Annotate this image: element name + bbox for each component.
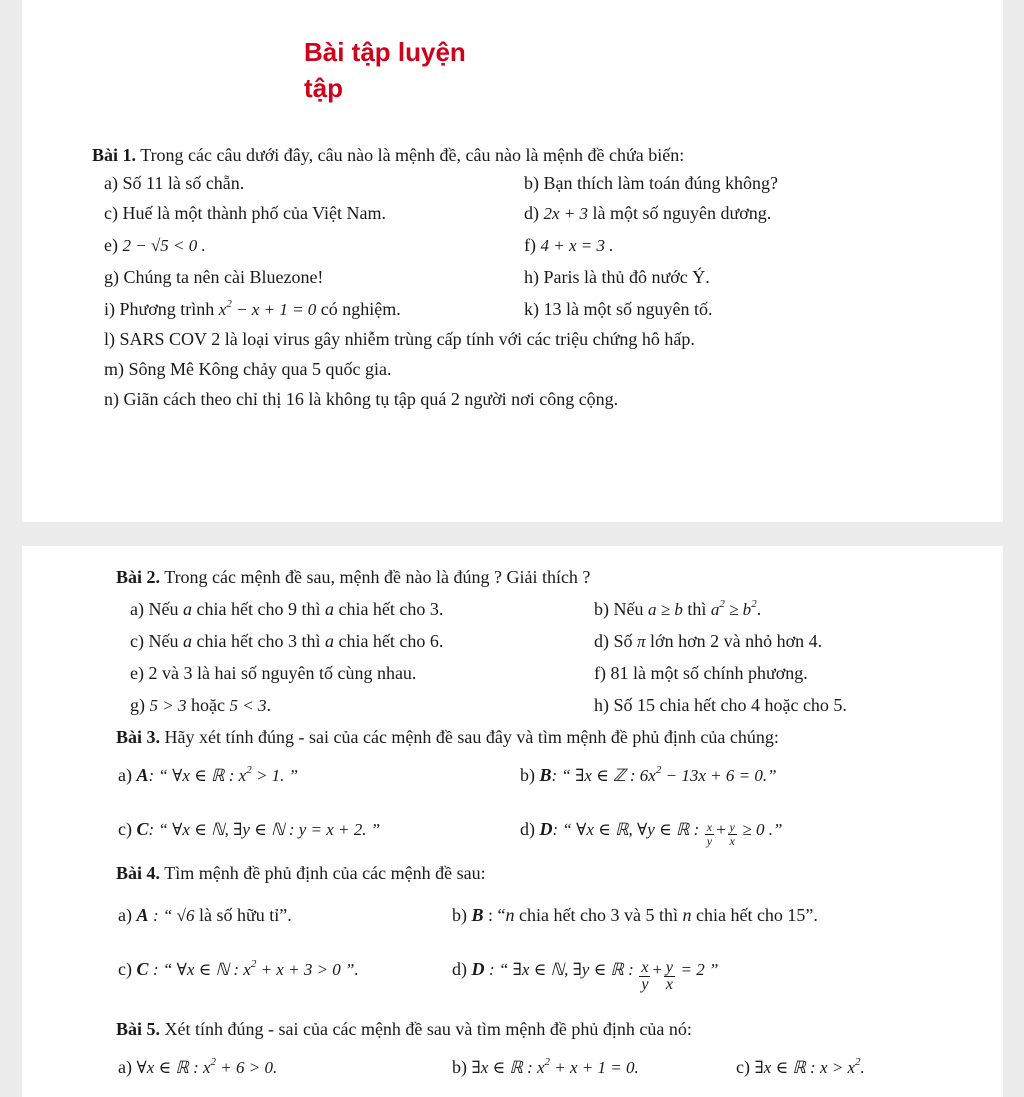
bai4-header	[116, 862, 486, 884]
bai5-a-math-post: + 6 > 0.	[216, 1058, 278, 1077]
bai1-item-b: b) Bạn thích làm toán đúng không?	[524, 173, 778, 193]
bai1-i-suffix: có nghiệm.	[320, 299, 401, 319]
bai4-b-name: B	[471, 905, 484, 925]
bai3-d-plus: +	[715, 820, 727, 839]
bai2-b-1: b) Nếu	[594, 599, 644, 619]
bai5-c-prefix: c)	[736, 1057, 750, 1077]
bai3-b-math	[552, 766, 777, 785]
bai2-d-pi: π	[637, 632, 646, 651]
bai5-header	[116, 1018, 692, 1040]
bai3-a-math-pre: : “ ∀x ∈ ℝ : x	[148, 766, 247, 785]
bai1-i-math-base: x	[218, 300, 227, 319]
page-card-1	[22, 0, 1003, 522]
bai2-b-math2-mid: ≥ b	[724, 600, 752, 619]
bai5-a-exp: 2	[210, 1056, 217, 1068]
bai2-a-3: chia hết cho 9 thì	[196, 599, 321, 619]
bai4-d-f2-den: x	[665, 976, 674, 993]
bai3-b-math-post: − 13x + 6 = 0.”	[661, 766, 777, 785]
bai3-b-name: B	[539, 765, 552, 785]
bai2-b-end: .	[756, 599, 762, 619]
bai3-a-exp: 2	[246, 764, 252, 776]
bai3-c-name: C	[136, 819, 149, 839]
bai3-a-name: A	[136, 765, 149, 785]
bai3-d-f1-num: x	[706, 820, 713, 834]
bai1-item-f	[524, 234, 614, 257]
bai3-b-exp: 2	[655, 764, 662, 776]
bai1-item-c: c) Huế là một thành phố của Việt Nam.	[104, 203, 387, 223]
bai2-item-h: h) Số 15 chia hết cho 4 hoặc cho 5.	[594, 695, 847, 715]
bai4-b-n1: n	[505, 905, 515, 925]
bai2-b-math1: a ≥ b	[647, 600, 683, 619]
bai3-d-f2-den: x	[729, 834, 735, 848]
bai3-d-fraction-1	[705, 821, 714, 848]
bai5-a-prefix: a)	[118, 1057, 132, 1077]
bai2-label: Bài 2.	[116, 567, 161, 587]
bai2-a-5: chia hết cho 3.	[338, 599, 444, 619]
bai2-item-d	[594, 630, 822, 653]
bai1-d-prefix: d)	[524, 203, 539, 223]
bai4-label: Bài 4.	[116, 863, 161, 883]
bai3-header	[116, 726, 779, 748]
bai1-i-math	[219, 300, 317, 319]
bai1-item-h: h) Paris là thủ đô nước Ý.	[524, 267, 710, 287]
bai3-c-prefix: c)	[118, 819, 132, 839]
bai3-c-math: : “ ∀x ∈ ℕ, ∃y ∈ ℕ : y = x + 2. ”	[148, 820, 381, 839]
bai2-item-a	[130, 598, 443, 620]
bai4-item-c	[118, 958, 359, 981]
bai1-item-i	[104, 298, 401, 321]
bai4-c-math-post: + x + 3 > 0 ”.	[256, 960, 359, 979]
bai2-a-1: a) Nếu	[130, 599, 179, 619]
bai3-b-prefix: b)	[520, 765, 535, 785]
bai4-a-math: : “ √6	[153, 906, 195, 925]
bai4-item-a	[118, 904, 292, 927]
bai1-i-prefix: i) Phương trình	[104, 299, 215, 319]
bai3-d-prefix: d)	[520, 819, 535, 839]
bai5-c-exp: 2	[855, 1056, 861, 1068]
bai1-f-prefix: f)	[524, 235, 536, 255]
bai4-c-math	[153, 960, 359, 979]
bai2-a-2: a	[182, 599, 192, 619]
bai1-item-g: g) Chúng ta nên cài Bluezone!	[104, 267, 324, 287]
bai5-b-prefix: b)	[452, 1057, 467, 1077]
bai1-item-l: l) SARS COV 2 là loại virus gây nhiễm trùng cấp tính với các triệu chứng hô hấp.	[104, 329, 695, 349]
bai4-d-prefix: d)	[452, 959, 467, 979]
bai4-b-mid: chia hết cho 3 và 5 thì	[519, 905, 678, 925]
bai2-d-1: d) Số	[594, 631, 633, 651]
bai4-d-math-pre: : “ ∃x ∈ ℕ, ∃y ∈ ℝ :	[489, 960, 634, 979]
bai1-item-k: k) 13 là một số nguyên tố.	[524, 299, 713, 319]
bai1-item-n: n) Giãn cách theo chỉ thị 16 là không tụ tập quá 2 người nơi công cộng.	[104, 389, 619, 409]
bai3-d-math-post: ≥ 0 .”	[742, 820, 783, 839]
bai1-label: Bài 1.	[92, 145, 137, 165]
bai1-d-suffix: là một số nguyên dương.	[592, 203, 772, 223]
bai2-g-1: g)	[130, 695, 145, 715]
bai3-d-f1-den: y	[706, 834, 713, 848]
bai5-c-math-pre: ∃x ∈ ℝ : x > x	[754, 1058, 856, 1077]
bai4-c-exp: 2	[250, 958, 257, 970]
bai2-d-2: lớn hơn 2 và nhỏ hơn 4.	[650, 631, 823, 651]
bai4-prompt: Tìm mệnh đề phủ định của các mệnh đề sau:	[164, 863, 486, 883]
bai5-a-math-pre: ∀x ∈ ℝ : x	[136, 1058, 211, 1077]
bai5-prompt: Xét tính đúng - sai của các mệnh đề sau và tìm mệnh đề phủ định của nó:	[164, 1019, 692, 1039]
bai5-a-math	[136, 1058, 277, 1077]
bai4-d-math-post: = 2 ”	[680, 960, 719, 979]
bai1-item-e	[104, 234, 206, 257]
bai4-a-prefix: a)	[118, 905, 132, 925]
bai4-item-d	[452, 958, 718, 993]
bai4-a-suffix: là số hữu tỉ”.	[198, 905, 292, 925]
page-title: Bài tập luyện tập	[304, 37, 466, 103]
bai1-prompt: Trong các câu dưới đây, câu nào là mệnh đề, câu nào là mệnh đề chứa biến:	[140, 145, 685, 165]
bai2-g-2: hoặc	[190, 695, 225, 715]
bai4-d-fraction-2	[664, 960, 675, 993]
bai3-d-math-pre: : “ ∀x ∈ ℝ, ∀y ∈ ℝ :	[552, 820, 700, 839]
bai5-b-exp: 2	[544, 1056, 551, 1068]
bai5-item-a	[118, 1056, 277, 1079]
bai5-c-math	[754, 1058, 864, 1077]
bai4-d-fraction-1	[639, 960, 650, 993]
bai5-b-math-post: + x + 1 = 0.	[550, 1058, 639, 1077]
bai5-item-b	[452, 1056, 639, 1079]
bai1-item-d	[524, 202, 771, 225]
bai4-b-n2: n	[682, 905, 692, 925]
bai4-c-math-pre: : “ ∀x ∈ ℕ : x	[153, 960, 251, 979]
bai2-c-3: chia hết cho 3 thì	[196, 631, 321, 651]
bai3-item-a	[118, 764, 298, 787]
bai2-item-b	[594, 598, 761, 621]
bai2-g-math1: 5 > 3	[149, 696, 187, 715]
bai3-a-math-post: > 1. ”	[251, 766, 299, 785]
bai4-d-f1-num: x	[641, 959, 649, 976]
bai3-d-fraction-2	[728, 821, 737, 848]
bai2-b-exp-1: 2	[719, 598, 725, 610]
bai4-item-b	[452, 904, 818, 926]
bai2-c-2: a	[182, 631, 192, 651]
bai2-item-c	[130, 630, 443, 652]
bai2-header	[116, 566, 590, 588]
bai2-b-exp-2: 2	[751, 598, 757, 610]
bai2-c-4: a	[324, 631, 334, 651]
bai5-c-math-post: .	[860, 1058, 865, 1077]
bai1-e-prefix: e)	[104, 235, 118, 255]
bai1-d-math: 2x + 3	[543, 204, 589, 223]
bai2-a-4: a	[324, 599, 334, 619]
bai4-d-plus: +	[651, 960, 663, 979]
bai2-item-e: e) 2 và 3 là hai số nguyên tố cùng nhau.	[130, 663, 417, 683]
bai3-item-b	[520, 764, 777, 787]
bai5-label: Bài 5.	[116, 1019, 161, 1039]
bai2-c-1: c) Nếu	[130, 631, 179, 651]
bai3-d-f2-num: y	[729, 820, 735, 834]
bai3-d-name: D	[539, 819, 553, 839]
bai3-item-d	[520, 818, 782, 848]
bai3-b-math-pre: : “ ∃x ∈ ℤ : 6x	[551, 766, 656, 785]
bai2-prompt: Trong các mệnh đề sau, mệnh đề nào là đúng ? Giải thích ?	[164, 567, 591, 587]
bai3-label: Bài 3.	[116, 727, 161, 747]
bai1-e-math: 2 − √5 < 0 .	[122, 236, 206, 255]
bai4-d-name: D	[471, 959, 485, 979]
bai5-b-math-pre: ∃x ∈ ℝ : x	[471, 1058, 545, 1077]
bai2-g-3: .	[266, 695, 271, 715]
bai1-item-a: a) Số 11 là số chẵn.	[104, 173, 245, 193]
bai4-c-name: C	[136, 959, 149, 979]
bai4-a-name: A	[136, 905, 149, 925]
bai4-b-open: : “	[488, 905, 506, 925]
bai3-prompt: Hãy xét tính đúng - sai của các mệnh đề sau đây và tìm mệnh đề phủ định của chúng:	[164, 727, 779, 747]
bai1-f-math: 4 + x = 3 .	[540, 236, 614, 255]
bai4-d-f1-den: y	[641, 976, 649, 993]
bai3-a-math	[149, 766, 299, 785]
bai4-c-prefix: c)	[118, 959, 132, 979]
bai2-item-g	[130, 694, 271, 717]
bai2-b-math2-base: a	[710, 600, 720, 619]
bai2-item-f: f) 81 là một số chính phương.	[594, 663, 808, 683]
bai4-b-end: chia hết cho 15”.	[695, 905, 818, 925]
bai4-d-f2-num: y	[665, 959, 674, 976]
bai1-i-math-exp: 2	[226, 298, 232, 310]
bai4-b-prefix: b)	[452, 905, 467, 925]
bai1-i-math-rest: − x + 1 = 0	[236, 300, 317, 319]
bai2-c-5: chia hết cho 6.	[338, 631, 444, 651]
bai3-item-c	[118, 818, 380, 841]
bai5-b-math	[472, 1058, 639, 1077]
bai2-b-2: thì	[687, 599, 707, 619]
bai1-item-m: m) Sông Mê Kông chảy qua 5 quốc gia.	[104, 359, 392, 379]
bai5-item-c	[736, 1056, 865, 1079]
bai2-b-math2	[711, 600, 757, 619]
bai1-header	[92, 144, 684, 166]
bai3-a-prefix: a)	[118, 765, 132, 785]
bai2-g-math2: 5 < 3	[229, 696, 267, 715]
